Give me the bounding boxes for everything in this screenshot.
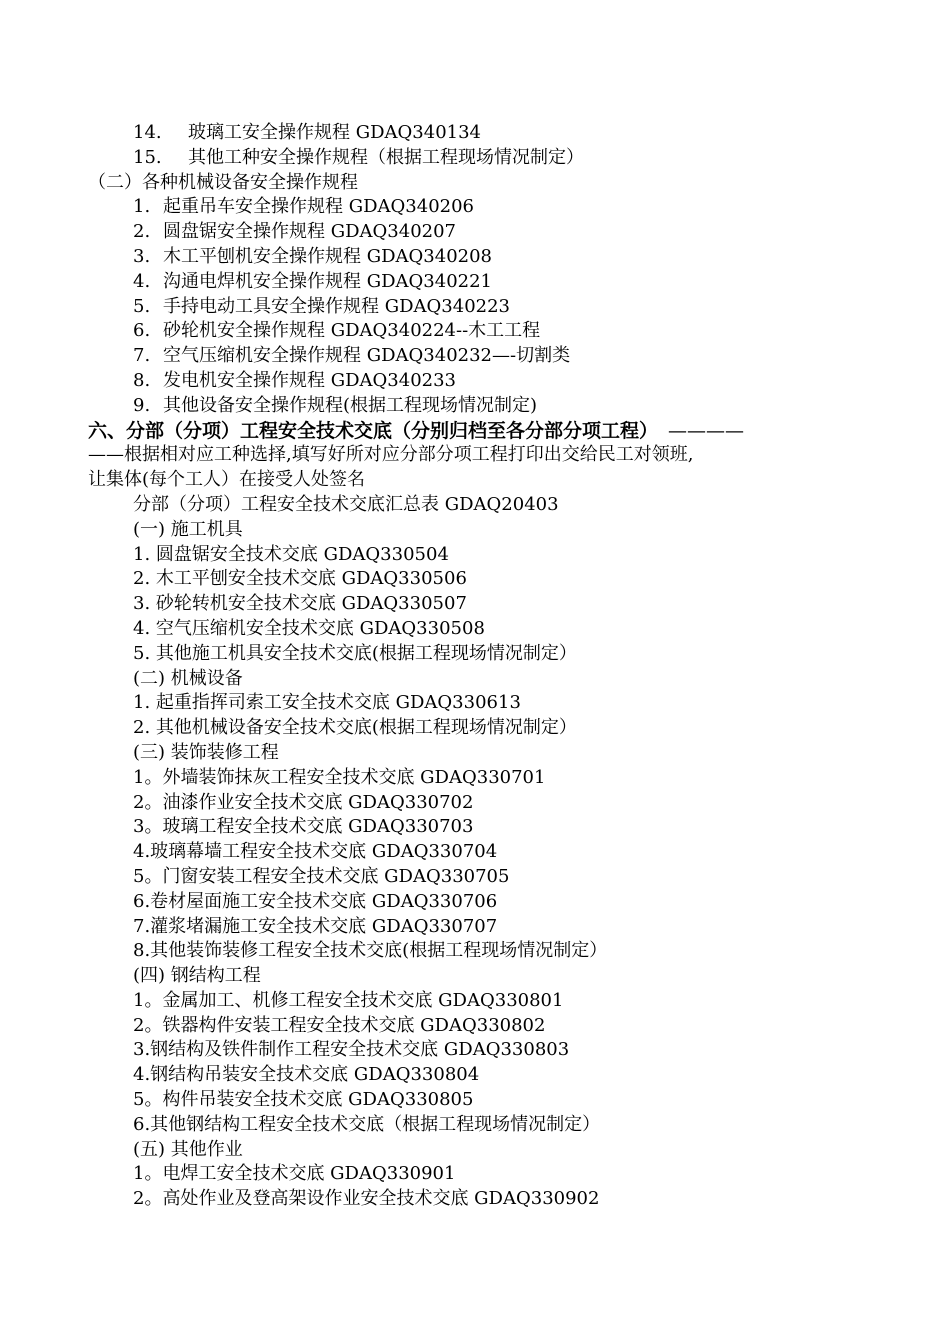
list-item: 4.钢结构吊装安全技术交底 GDAQ330804 xyxy=(133,1064,480,1086)
item-number: 7. xyxy=(133,345,151,367)
item-number: 5. xyxy=(133,295,151,317)
item-number: 9. xyxy=(133,394,151,416)
group-title: (三) 装饰装修工程 xyxy=(133,741,279,763)
list-item: 7.灌浆堵漏施工安全技术交底 GDAQ330707 xyxy=(133,915,498,937)
section-heading-dash: ———— xyxy=(668,419,745,442)
list-item: 4. 空气压缩机安全技术交底 GDAQ330508 xyxy=(133,617,485,639)
list-item: 1。外墙装饰抹灰工程安全技术交底 GDAQ330701 xyxy=(133,766,546,788)
list-item: 6.其他钢结构工程安全技术交底（根据工程现场情况制定） xyxy=(133,1113,601,1135)
item-text: 起重吊车安全操作规程 GDAQ340206 xyxy=(163,196,474,218)
group-title: (一) 施工机具 xyxy=(133,518,243,540)
item-number: 1. xyxy=(133,196,151,218)
item-text: 圆盘锯安全操作规程 GDAQ340207 xyxy=(163,221,456,243)
list-item: 2. 木工平刨安全技术交底 GDAQ330506 xyxy=(133,568,467,590)
list-item: 8.其他装饰装修工程安全技术交底(根据工程现场情况制定） xyxy=(133,940,608,962)
list-item: 1. 起重指挥司索工安全技术交底 GDAQ330613 xyxy=(133,692,521,714)
section-description: 让集体(每个工人）在接受人处签名 xyxy=(88,469,366,491)
section-heading-text: 六、分部（分项）工程安全技术交底（分别归档至各分部分项工程） xyxy=(88,419,659,442)
list-item xyxy=(0,319,950,344)
document-body xyxy=(0,121,950,1212)
list-item xyxy=(0,220,950,245)
item-number: 2. xyxy=(133,221,151,243)
list-item xyxy=(0,245,950,270)
list-item xyxy=(0,394,950,419)
list-item: 3. 砂轮转机安全技术交底 GDAQ330507 xyxy=(133,593,467,615)
group-title: (五) 其他作业 xyxy=(133,1138,243,1160)
section-title: （二）各种机械设备安全操作规程 xyxy=(88,171,358,193)
group-title: (二) 机械设备 xyxy=(133,667,243,689)
list-item xyxy=(0,195,950,220)
list-item: 5。构件吊装安全技术交底 GDAQ330805 xyxy=(133,1089,474,1111)
item-number: 8. xyxy=(133,369,151,391)
item-number: 4. xyxy=(133,270,151,292)
item-text: 玻璃工安全操作规程 GDAQ340134 xyxy=(188,122,481,143)
list-item: 5. 其他施工机具安全技术交底(根据工程现场情况制定） xyxy=(133,642,577,664)
item-number: 3. xyxy=(133,245,151,267)
list-item: 2。油漆作业安全技术交底 GDAQ330702 xyxy=(133,791,474,813)
item-text: 手持电动工具安全操作规程 GDAQ340223 xyxy=(163,295,510,317)
section-description: ——根据相对应工种选择,填写好所对应分部分项工程打印出交给民工对领班, xyxy=(88,444,694,466)
list-item: 2。高处作业及登高架设作业安全技术交底 GDAQ330902 xyxy=(133,1188,600,1210)
item-number: 6. xyxy=(133,320,151,342)
list-item xyxy=(0,369,950,394)
list-item: 4.玻璃幕墙工程安全技术交底 GDAQ330704 xyxy=(133,841,498,863)
list-item: 5。门窗安装工程安全技术交底 GDAQ330705 xyxy=(133,865,510,887)
list-item: 3.钢结构及铁件制作工程安全技术交底 GDAQ330803 xyxy=(133,1039,570,1061)
list-item: 2。铁器构件安装工程安全技术交底 GDAQ330802 xyxy=(133,1014,546,1036)
section-heading xyxy=(0,419,950,444)
list-item: 6.卷材屋面施工安全技术交底 GDAQ330706 xyxy=(133,890,498,912)
group-title: (四) 钢结构工程 xyxy=(133,965,261,987)
item-text: 发电机安全操作规程 GDAQ340233 xyxy=(163,369,456,391)
item-text: 砂轮机安全操作规程 GDAQ340224--木工工程 xyxy=(163,320,541,342)
list-item: 1。电焊工安全技术交底 GDAQ330901 xyxy=(133,1163,456,1185)
list-item: 1。金属加工、机修工程安全技术交底 GDAQ330801 xyxy=(133,989,564,1011)
list-item xyxy=(0,295,950,320)
item-number: 14. xyxy=(133,122,162,143)
item-text: 沟通电焊机安全操作规程 GDAQ340221 xyxy=(163,270,492,292)
list-item: 2. 其他机械设备安全技术交底(根据工程现场情况制定） xyxy=(133,717,577,739)
item-number: 15. xyxy=(133,146,162,168)
item-text: 木工平刨机安全操作规程 GDAQ340208 xyxy=(163,245,492,267)
list-item: 1. 圆盘锯安全技术交底 GDAQ330504 xyxy=(133,543,449,565)
summary-table-title: 分部（分项）工程安全技术交底汇总表 GDAQ20403 xyxy=(133,493,559,515)
list-item xyxy=(0,344,950,369)
item-text: 其他工种安全操作规程（根据工程现场情况制定） xyxy=(188,146,584,168)
list-item xyxy=(0,146,950,171)
list-item xyxy=(0,121,950,146)
list-item: 3。玻璃工程安全技术交底 GDAQ330703 xyxy=(133,816,474,838)
item-text: 空气压缩机安全操作规程 GDAQ340232—-切割类 xyxy=(163,345,571,367)
item-text: 其他设备安全操作规程(根据工程现场情况制定) xyxy=(163,394,538,416)
list-item xyxy=(0,270,950,295)
